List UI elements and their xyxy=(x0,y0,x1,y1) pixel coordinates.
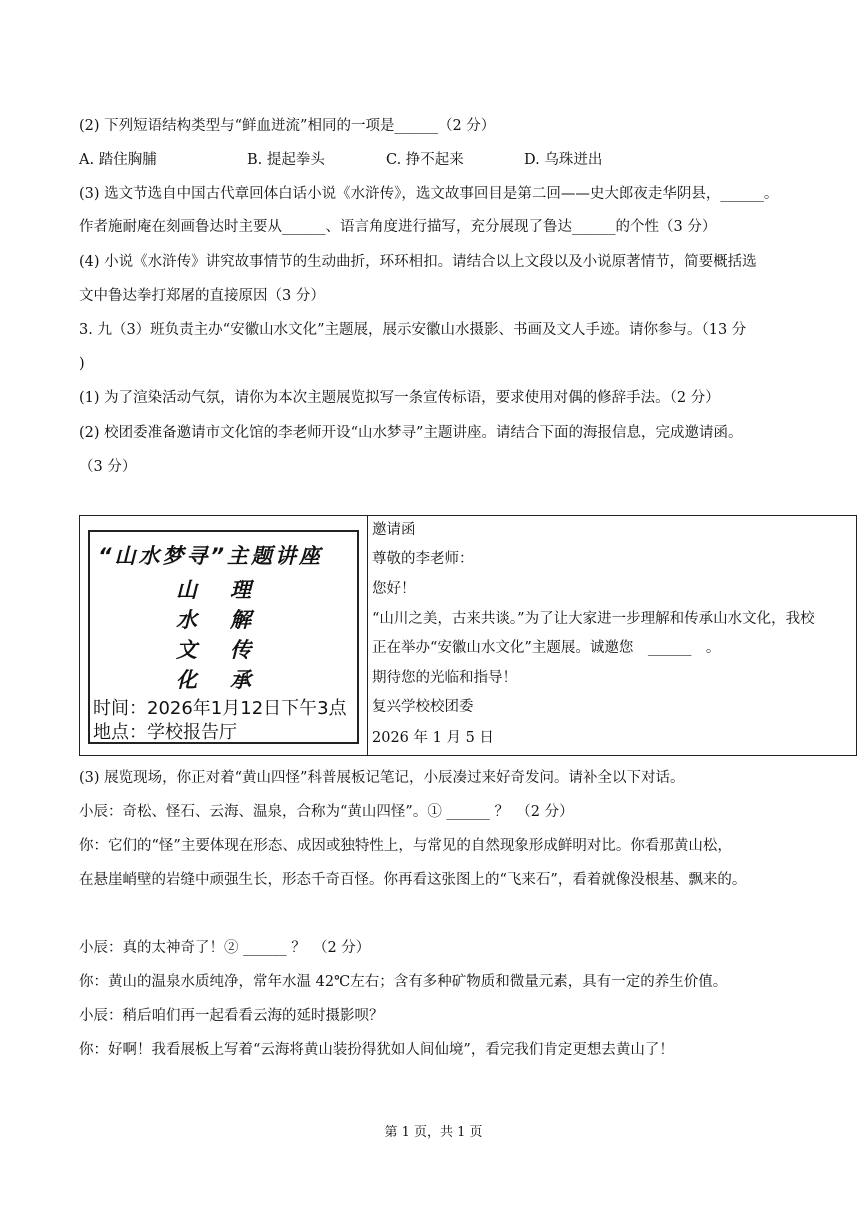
poster-row xyxy=(90,634,357,662)
poster-char: 理 xyxy=(230,578,251,602)
dialog-line: 小辰：真的太神奇了！② ______ ？ （2 分） xyxy=(79,940,371,956)
letter-heading: 邀请函 xyxy=(372,522,416,538)
q2-option-c: C. 挣不起来 xyxy=(386,152,464,168)
poster-char: 承 xyxy=(230,668,251,692)
poster-char: 传 xyxy=(230,638,251,662)
poster-char: 化 xyxy=(176,668,197,692)
poster-char: 文 xyxy=(176,638,197,662)
q2-option-d: D. 乌珠迸出 xyxy=(524,152,603,168)
poster-row xyxy=(90,574,357,602)
q3-sub2-line2: （3 分） xyxy=(79,459,137,475)
dialog-line: 在悬崖峭壁的岩缝中顽强生长，形态千奇百怪。你再看这张图上的“飞来石”，看着就像没根基、飘来的。 xyxy=(79,872,747,888)
letter-date: 2026 年 1 月 5 日 xyxy=(372,730,494,746)
dialog-line: 小辰：稍后咱们再一起看看云海的延时摄影呗？ xyxy=(79,1008,384,1024)
q2-sub3-line2: 作者施耐庵在刻画鲁达时主要从______、语言角度进行描写，充分展现了鲁达______的个性（3 分） xyxy=(79,219,717,235)
letter-body-line1: “山川之美，古来共谈。”为了让大家进一步理解和传承山水文化，我校 xyxy=(372,611,815,627)
poster-place: 地点：学校报告厅 xyxy=(93,722,237,743)
page-footer: 第 1 页，共 1 页 xyxy=(384,1125,483,1140)
q2-sub4-line1: (4) 小说《水浒传》讲究故事情节的生动曲折，环环相扣。请结合以上文段以及小说原著情节，简要概括选 xyxy=(79,254,757,270)
letter-salutation: 尊敬的李老师： xyxy=(372,551,474,567)
q2-option-a: A. 踏住胸脯 xyxy=(79,152,157,168)
q2-sub2: (2) 下列短语结构类型与“鲜血迸流”相同的一项是______（2 分） xyxy=(79,118,496,134)
q3-sub3: (3) 展览现场，你正对着“黄山四怪”科普展板记笔记，小辰凑过来好奇发问。请补全以下对话。 xyxy=(79,770,685,786)
table-divider xyxy=(367,516,368,755)
q2-sub4-line2: 文中鲁达拳打郑屠的直接原因（3 分） xyxy=(79,288,325,304)
poster-row xyxy=(90,604,357,632)
q3-intro-line1: 3. 九（3）班负责主办“安徽山水文化”主题展，展示安徽山水摄影、书画及文人手迹。请你参与。（13 分 xyxy=(79,322,747,338)
letter-closing: 期待您的光临和指导！ xyxy=(372,670,517,686)
poster-char: 解 xyxy=(230,608,251,632)
q2-option-b: B. 提起拳头 xyxy=(247,152,325,168)
poster-row xyxy=(90,664,357,692)
lecture-poster xyxy=(88,530,359,744)
q2-sub3-line1: (3) 选文节选自中国古代章回体白话小说《水浒传》，选文故事回目是第二回——史大郎夜走华阴县，______。 xyxy=(79,186,779,202)
dialog-line: 你：它们的“怪”主要体现在形态、成因或独特性上，与常见的自然现象形成鲜明对比。你看那黄山松， xyxy=(79,838,732,854)
letter-body-line2: 正在举办“安徽山水文化”主题展。诚邀您 ______ 。 xyxy=(372,640,721,656)
poster-char: 水 xyxy=(176,608,197,632)
poster-char: 山 xyxy=(176,578,197,602)
dialog-line: 小辰：奇松、怪石、云海、温泉，合称为“黄山四怪”。① ______ ？ （2 分） xyxy=(79,804,574,820)
q3-intro-line2: ) xyxy=(79,356,85,372)
poster-time: 时间：2026年1月12日下午3点 xyxy=(93,698,347,719)
poster-invitation-table xyxy=(79,515,857,756)
letter-signer: 复兴学校校团委 xyxy=(372,699,474,715)
dialog-line: 你：黄山的温泉水质纯净，常年水温 42℃左右；含有多种矿物质和微量元素，具有一定的养生价值。 xyxy=(79,974,728,990)
q3-sub2-line1: (2) 校团委准备邀请市文化馆的李老师开设“山水梦寻”主题讲座。请结合下面的海报信息，完成邀请函。 xyxy=(79,425,743,441)
q3-sub1: (1) 为了渲染活动气氛，请你为本次主题展览拟写一条宣传标语，要求使用对偶的修辞手法。（2 分） xyxy=(79,390,720,406)
dialog-line: 你：好啊！我看展板上写着“云海将黄山装扮得犹如人间仙境”，看完我们肯定更想去黄山了！ xyxy=(79,1042,674,1058)
poster-title: “山水梦寻”主题讲座 xyxy=(98,544,324,568)
letter-greeting: 您好！ xyxy=(372,581,416,597)
